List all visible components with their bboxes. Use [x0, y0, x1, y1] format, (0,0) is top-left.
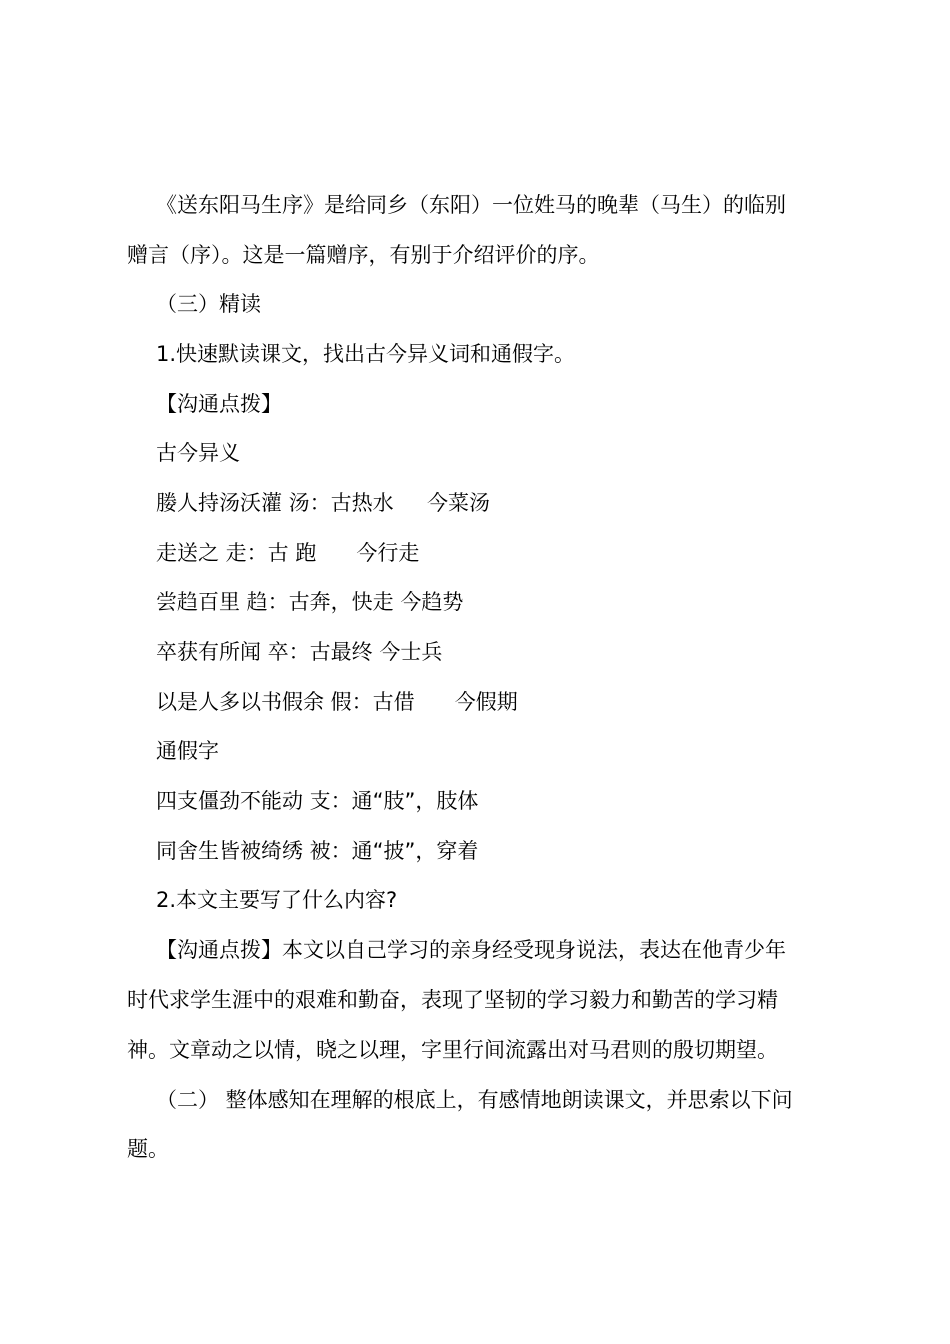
- char-entry-zhi: 四支僵劲不能动 支：通“肢”，肢体: [156, 789, 479, 813]
- word-entry-zu: 卒获有所闻 卒：古最终 今士兵: [156, 640, 443, 664]
- answer-line-1: 【沟通点拨】本文以自己学习的亲身经受现身说法，表达在他青少年: [156, 938, 786, 962]
- word-entry-qu: 尝趋百里 趋：古奔，快走 今趋势: [156, 590, 464, 614]
- word-entry-tang: 媵人持汤沃灌 汤：古热水 今菜汤: [156, 491, 491, 515]
- question-2: 2.本文主要写了什么内容?: [156, 888, 398, 912]
- word-entry-zou: 走送之 走：古 跑 今行走: [156, 541, 420, 565]
- paragraph-intro-line-2: 赠言（序）。这是一篇赠序，有别于介绍评价的序。: [127, 243, 600, 267]
- tip-heading: 【沟通点拨】: [156, 392, 282, 416]
- subheading-interchangeable-characters: 通假字: [156, 739, 219, 763]
- section-overall-line-2: 题。: [127, 1137, 169, 1161]
- answer-line-2: 时代求学生涯中的艰难和勤奋，表现了坚韧的学习毅力和勤苦的学习精: [127, 988, 778, 1012]
- paragraph-intro-line-1: 《送东阳马生序》是给同乡（东阳）一位姓马的晚辈（马生）的临别: [156, 193, 786, 217]
- question-1: 1.快速默读课文，找出古今异义词和通假字。: [156, 342, 576, 366]
- answer-line-3: 神。文章动之以情，晓之以理，字里行间流露出对马君则的殷切期望。: [127, 1038, 778, 1062]
- char-entry-bei: 同舍生皆被绮绣 被：通“披”，穿着: [156, 839, 479, 863]
- word-entry-jia: 以是人多以书假余 假：古借 今假期: [156, 690, 518, 714]
- subheading-ancient-modern-meaning: 古今异义: [156, 441, 240, 465]
- section-overall-line-1: （二） 整体感知在理解的根底上，有感情地朗读课文，并思索以下问: [156, 1088, 793, 1112]
- section-heading-close-reading: （三）精读: [156, 292, 261, 316]
